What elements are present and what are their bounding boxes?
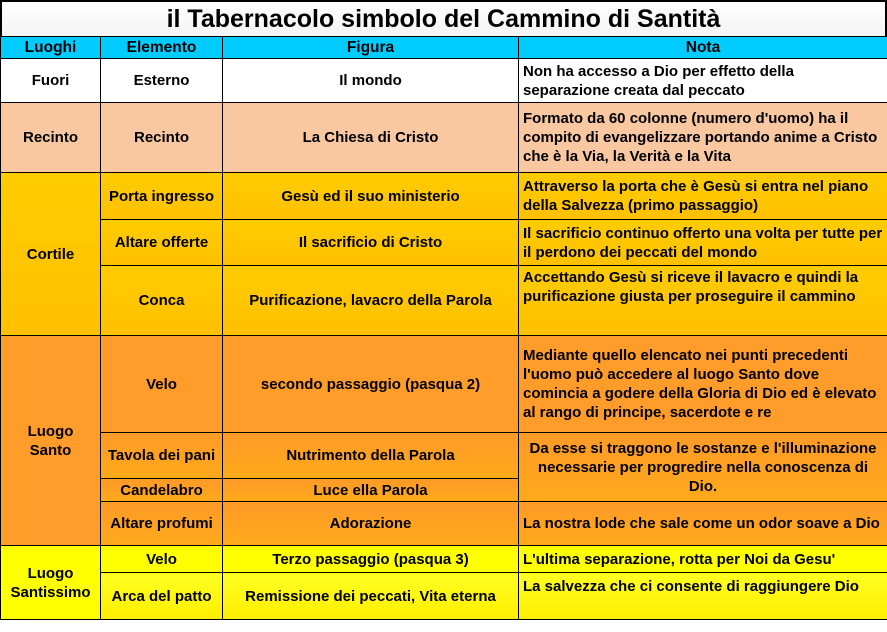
figura-cell: Terzo passaggio (pasqua 3) — [223, 546, 519, 573]
nota-cell: Il sacrificio continuo offerto una volta per tutte per il perdono dei peccati del mondo — [519, 220, 887, 266]
figura-cell: Il mondo — [223, 59, 519, 103]
header-row — [1, 37, 887, 59]
figura-cell: secondo passaggio (pasqua 2) — [223, 336, 519, 433]
table-row — [1, 502, 887, 546]
nota-cell: Accettando Gesù si riceve il lavacro e quindi la purificazione giusta per proseguire il cammino — [519, 266, 887, 336]
table-row — [1, 220, 887, 266]
luogo-recinto: Recinto — [1, 103, 101, 173]
nota-cell: La salvezza che ci consente di raggiungere Dio — [519, 573, 887, 620]
elemento-cell: Velo — [101, 336, 223, 433]
figura-cell: Luce ella Parola — [223, 479, 519, 502]
elemento-cell: Velo — [101, 546, 223, 573]
figura-cell: Remissione dei peccati, Vita eterna — [223, 573, 519, 620]
elemento-cell: Altare offerte — [101, 220, 223, 266]
table-row — [1, 173, 887, 220]
table-row — [1, 546, 887, 573]
table-row — [1, 266, 887, 336]
nota-cell: L'ultima separazione, rotta per Noi da Gesu' — [519, 546, 887, 573]
nota-cell: La nostra lode che sale come un odor soave a Dio — [519, 502, 887, 546]
luogo-santo: Luogo Santo — [1, 336, 101, 546]
elemento-cell: Candelabro — [101, 479, 223, 502]
figura-cell: Purificazione, lavacro della Parola — [223, 266, 519, 336]
luogo-fuori: Fuori — [1, 59, 101, 103]
figura-cell: Gesù ed il suo ministerio — [223, 173, 519, 220]
elemento-cell: Tavola dei pani — [101, 433, 223, 479]
nota-cell: Formato da 60 colonne (numero d'uomo) ha il compito di evangelizzare portando anime a Cristo che è la Via, la Verità e la Vita — [519, 103, 887, 173]
elemento-cell: Porta ingresso — [101, 173, 223, 220]
figura-cell: Adorazione — [223, 502, 519, 546]
table-row — [1, 573, 887, 620]
elemento-cell: Conca — [101, 266, 223, 336]
page-title: il Tabernacolo simbolo del Cammino di Santità — [0, 0, 887, 36]
table-row — [1, 433, 887, 479]
figura-cell: Nutrimento della Parola — [223, 433, 519, 479]
elemento-cell: Esterno — [101, 59, 223, 103]
figura-cell: La Chiesa di Cristo — [223, 103, 519, 173]
table-row — [1, 103, 887, 173]
luogo-cortile: Cortile — [1, 173, 101, 336]
table-row — [1, 336, 887, 433]
nota-cell: Da esse si traggono le sostanze e l'illuminazione necessarie per progredire nella conoscenza di Dio. — [519, 433, 887, 502]
nota-cell: Mediante quello elencato nei punti precedenti l'uomo può accedere al luogo Santo dove comincia a godere della Gloria di Dio ed è elevato al rango di principe, sacerdote e re — [519, 336, 887, 433]
elemento-cell: Altare profumi — [101, 502, 223, 546]
tabernacolo-table — [0, 36, 887, 620]
nota-cell: Non ha accesso a Dio per effetto della separazione creata dal peccato — [519, 59, 887, 103]
figura-cell: Il sacrificio di Cristo — [223, 220, 519, 266]
header-figura: Figura — [223, 37, 519, 59]
luogo-santissimo: Luogo Santissimo — [1, 546, 101, 620]
table-row — [1, 59, 887, 103]
nota-cell: Attraverso la porta che è Gesù si entra nel piano della Salvezza (primo passaggio) — [519, 173, 887, 220]
header-luoghi: Luoghi — [1, 37, 101, 59]
elemento-cell: Arca del patto — [101, 573, 223, 620]
header-nota: Nota — [519, 37, 887, 59]
header-elemento: Elemento — [101, 37, 223, 59]
elemento-cell: Recinto — [101, 103, 223, 173]
